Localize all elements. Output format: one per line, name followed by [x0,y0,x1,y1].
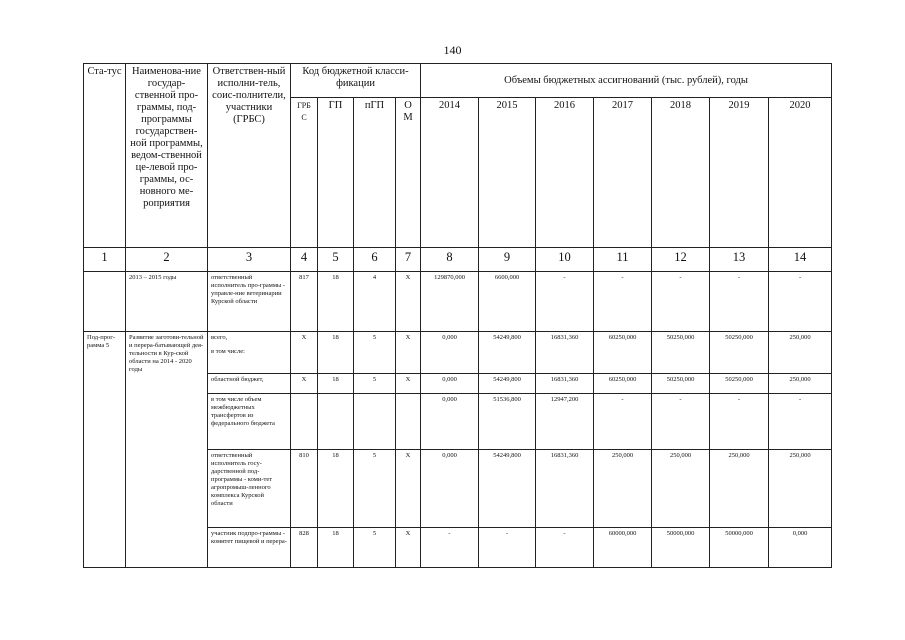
header-volumes-group: Объемы бюджетных ассигнований (тыс. рублей), годы [421,64,832,98]
code-cell: 810 [291,450,318,528]
column-number: 1 [84,248,126,272]
subprogram-name: Развитие заготови-тельной и перера-батывающей дея-тельности в Кур-ской области на 2014 - 2020 годы [126,332,208,568]
executor-total-label: всего, [211,334,228,341]
code-cell: X [291,374,318,394]
header-year-2019: 2019 [710,98,769,248]
header-year-2016: 2016 [536,98,594,248]
header-row-1 [84,64,832,98]
header-code-group: Код бюджетной класси-фикации [291,64,421,98]
value-cell: 16831,360 [536,450,594,528]
code-cell: 5 [354,332,396,374]
value-cell: 250,000 [769,332,832,374]
value-cell: 54249,800 [479,450,536,528]
budget-table [83,63,832,568]
value-cell: - [594,272,652,332]
column-number: 12 [652,248,710,272]
code-cell: 817 [291,272,318,332]
value-cell: 54249,800 [479,332,536,374]
column-numbers-row [84,248,832,272]
column-number: 8 [421,248,479,272]
header-code-pgp: пГП [354,98,396,248]
value-cell: - [710,272,769,332]
value-cell: 0,000 [421,332,479,374]
value-cell: - [769,272,832,332]
code-cell: X [396,272,421,332]
header-status: Ста-тус [84,64,126,248]
code-cell: X [396,450,421,528]
value-cell: 0,000 [421,374,479,394]
page-number: 140 [443,43,462,57]
header-code-grbs: ГРБ С [291,98,318,248]
code-cell: 828 [291,528,318,568]
column-number: 14 [769,248,832,272]
value-cell: 250,000 [769,374,832,394]
value-cell: 60250,000 [594,332,652,374]
value-cell: 250,000 [710,450,769,528]
value-cell: 16831,360 [536,374,594,394]
header-code-gp: ГП [318,98,354,248]
code-cell: X [396,332,421,374]
value-cell: 250,000 [769,450,832,528]
code-cell: 5 [354,374,396,394]
value-cell: 50250,000 [652,332,710,374]
code-cell: X [291,332,318,374]
value-cell: 50250,000 [710,332,769,374]
code-cell [291,394,318,450]
header-year-2015: 2015 [479,98,536,248]
value-cell: 50000,000 [652,528,710,568]
value-cell: 16831,360 [536,332,594,374]
code-cell: X [396,374,421,394]
code-cell: 5 [354,450,396,528]
value-cell: - [769,394,832,450]
value-cell: 50250,000 [652,374,710,394]
code-cell: 18 [318,374,354,394]
column-number: 4 [291,248,318,272]
value-cell: - [594,394,652,450]
executor-cell [208,332,291,374]
table-row [84,272,832,332]
code-cell: 18 [318,332,354,374]
header-executor: Ответствен-ный исполни-тель, соис-полнители, участники (ГРБС) [208,64,291,248]
header-year-2018: 2018 [652,98,710,248]
value-cell: 60000,000 [594,528,652,568]
column-number: 2 [126,248,208,272]
value-cell: 250,000 [594,450,652,528]
executor-cell: областной бюджет, [208,374,291,394]
executor-cell: участник подпро-граммы - комитет пищевой и перера- [208,528,291,568]
executor-including-label: в том числе: [211,348,245,355]
executor-cell: ответственный исполнитель про-граммы - управле-ние ветеринарии Курской области [208,272,291,332]
column-number: 7 [396,248,421,272]
header-year-2017: 2017 [594,98,652,248]
value-cell: 0,000 [769,528,832,568]
header-name: Наименова-ние государ-ственной про-граммы, под-программы государствен-ной программы, ведом-ственной це-левой про-граммы, ос-новного ме-роприятия [126,64,208,248]
value-cell: 12947,200 [536,394,594,450]
value-cell: - [652,394,710,450]
column-number: 3 [208,248,291,272]
column-number: 10 [536,248,594,272]
table-row [84,332,832,374]
subprogram-status: Под-прог-рамма 5 [84,332,126,568]
header-year-2020: 2020 [769,98,832,248]
column-number: 6 [354,248,396,272]
value-cell: 0,000 [421,394,479,450]
value-cell: - [421,528,479,568]
header-code-om: О М [396,98,421,248]
value-cell: 51536,800 [479,394,536,450]
code-cell [318,394,354,450]
code-cell: 4 [354,272,396,332]
code-cell: X [396,528,421,568]
header-year-2014: 2014 [421,98,479,248]
code-cell [396,394,421,450]
value-cell: - [710,394,769,450]
value-cell: 6600,000 [479,272,536,332]
value-cell: - [652,272,710,332]
code-cell: 18 [318,272,354,332]
value-cell: 0,000 [421,450,479,528]
code-cell [354,394,396,450]
name-cell: 2013 – 2015 годы [126,272,208,332]
executor-cell: в том числе объем межбюджетных трансфертов из федерального бюджета [208,394,291,450]
column-number: 13 [710,248,769,272]
value-cell: - [536,272,594,332]
column-number: 11 [594,248,652,272]
value-cell: - [479,528,536,568]
value-cell: 54249,800 [479,374,536,394]
value-cell: 60250,000 [594,374,652,394]
executor-cell: ответственный исполнитель госу-дарственной под-программы - коми-тет агропромыш-ленного комплекса Курской области [208,450,291,528]
code-cell: 18 [318,528,354,568]
value-cell: 129870,000 [421,272,479,332]
column-number: 9 [479,248,536,272]
status-cell [84,272,126,332]
value-cell: 50000,000 [710,528,769,568]
column-number: 5 [318,248,354,272]
value-cell: 250,000 [652,450,710,528]
value-cell: 50250,000 [710,374,769,394]
value-cell: - [536,528,594,568]
code-cell: 18 [318,450,354,528]
code-cell: 5 [354,528,396,568]
